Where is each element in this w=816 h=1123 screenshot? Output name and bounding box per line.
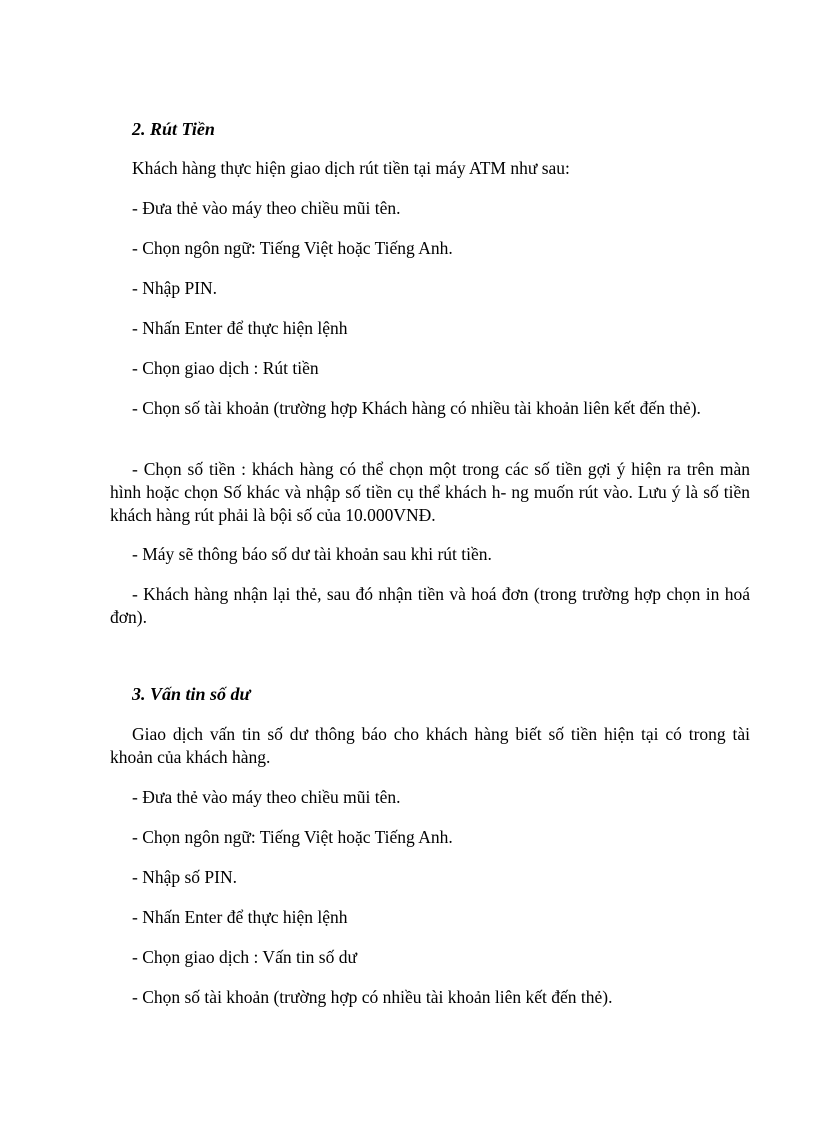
step-choose-language: - Chọn ngôn ngữ: Tiếng Việt hoặc Tiếng Anh. (132, 238, 453, 258)
step-choose-language-2: - Chọn ngôn ngữ: Tiếng Việt hoặc Tiếng Anh. (132, 827, 453, 847)
step-choose-account-2: - Chọn số tài khoản (trường hợp có nhiều tài khoản liên kết đến thẻ). (132, 987, 613, 1007)
section-intro-balance: Giao dịch vấn tin số dư thông báo cho khách hàng biết số tiền hiện tại có trong tài khoản của khách hàng. (110, 724, 750, 767)
step-choose-transaction: - Chọn giao dịch : Rút tiền (132, 358, 319, 378)
section-intro-withdraw: Khách hàng thực hiện giao dịch rút tiền tại máy ATM như sau: (132, 158, 570, 178)
step-insert-card: - Đưa thẻ vào máy theo chiều mũi tên. (132, 198, 401, 218)
step-receive-card-cash: - Khách hàng nhận lại thẻ, sau đó nhận tiền và hoá đơn (trong trường hợp chọn in hoá đơn). (110, 584, 750, 627)
step-insert-card-2: - Đưa thẻ vào máy theo chiều mũi tên. (132, 787, 401, 807)
step-choose-transaction-2: - Chọn giao dịch : Vấn tin số dư (132, 947, 357, 967)
step-choose-account: - Chọn số tài khoản (trường hợp Khách hàng có nhiều tài khoản liên kết đến thẻ). (132, 398, 701, 418)
step-balance-notice: - Máy sẽ thông báo số dư tài khoản sau khi rút tiền. (132, 544, 492, 564)
step-enter-pin-2: - Nhập số PIN. (132, 867, 237, 887)
step-press-enter-2: - Nhấn Enter để thực hiện lệnh (132, 907, 348, 927)
section-heading-withdraw: 2. Rút Tiền (132, 119, 215, 139)
step-choose-amount: - Chọn số tiền : khách hàng có thể chọn một trong các số tiền gợi ý hiện ra trên màn hình hoặc chọn Số khác và nhập số tiền cụ thể khách h- ng muốn rút vào. Lưu ý là số tiền khách hàng rút phải là bội số của 10.000VNĐ. (110, 459, 750, 525)
step-press-enter: - Nhấn Enter để thực hiện lệnh (132, 318, 348, 338)
section-heading-balance: 3. Vấn tin số dư (132, 684, 251, 704)
step-enter-pin: - Nhập PIN. (132, 278, 218, 298)
